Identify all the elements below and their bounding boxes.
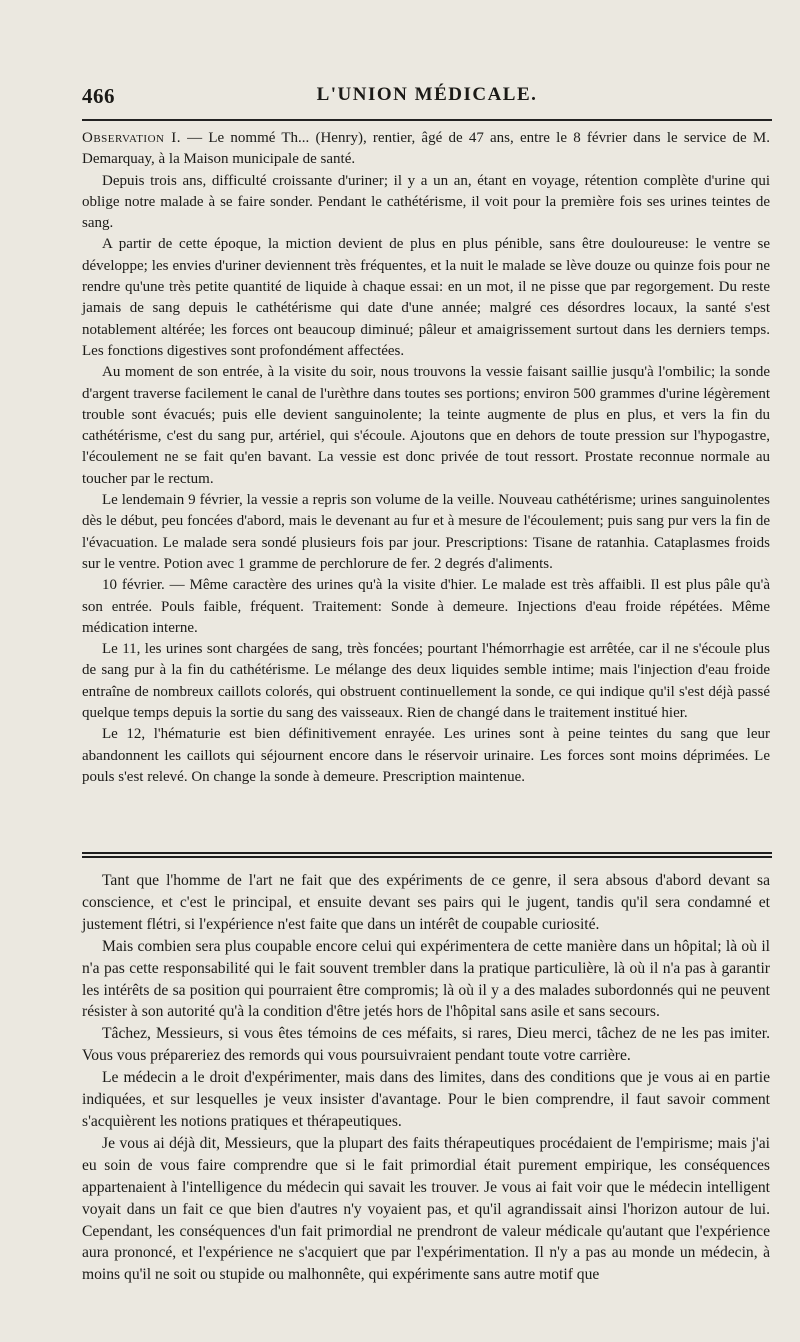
lecture-section: [82, 870, 770, 1286]
observation-paragraph: Au moment de son entrée, à la visite du soir, nous trouvons la vessie faisant saillie jusqu'à l'ombilic; la sonde d'argent traverse facilement le canal de l'urèthre dans toutes ses portions; environ 500 grammes d'urine légèrement trouble sont évacués; puis elle devient sanguinolente; la teinte augmente de plus en plus, et vers la fin du cathétérisme, c'est du sang pur, artériel, qui s'écoule. Ajoutons que en dehors de toute pression sur l'hypogastre, l'écoulement ne se fait qu'en bavant. La vessie est donc privée de tout ressort. Prostate reconnue normale au toucher par le rectum.: [82, 364, 770, 487]
header-rule: [82, 119, 772, 121]
lecture-paragraph: Mais combien sera plus coupable encore celui qui expérimentera de cette manière dans un hôpital; là où il n'a pas cette responsabilité qui le fait souvent trembler dans la pratique particulière, là où il n'a pas à garantir les intérêts de sa position qui pourraient être compromis; là où il y a des malades subordonnés qui ne peuvent résister à son autorité qu'à la condition d'être jetés hors de l'hôpital sans asile et sans secours.: [82, 937, 770, 1021]
journal-title: L'UNION MÉDICALE.: [316, 84, 538, 105]
observation-lead: — Le nommé Th... (Henry), rentier, âgé de 47 ans, entre le 8 février dans le service de M. Demarquay, à la Maison municipale de santé.: [82, 130, 771, 168]
observation-paragraph: Le 12, l'hématurie est bien définitivement enrayée. Les urines sont à peine teintes du sang que leur abandonnent les caillots qui séjournent encore dans le réservoir urinaire. Les forces sont moins déprimées. Le pouls s'est relevé. On change la sonde à demeure. Prescription maintenue.: [82, 726, 770, 785]
observation-paragraph: 10 février. — Même caractère des urines qu'à la visite d'hier. Le malade est très affaibli. Il est plus pâle qu'à son entrée. Pouls faible, fréquent. Traitement: Sonde à demeure. Injections d'eau froide répétées. Même médication interne.: [82, 577, 770, 636]
lecture-paragraph: Tant que l'homme de l'art ne fait que des expériments de ce genre, il sera absous d'abord devant sa conscience, et c'est le principal, et ensuite devant ses pairs qui le jugent, tandis qu'il sera condamné et justement flétri, si l'expérience n'est faite que dans un intérêt de coupable curiosité.: [82, 872, 770, 933]
observation-paragraph: Le lendemain 9 février, la vessie a repris son volume de la veille. Nouveau cathétérisme; urines sanguinolentes dès le début, peu foncées d'abord, mais le devenant au fur et à mesure de l'écoulement; puis sang pur vers la fin de l'évacuation. Le malade sera sondé plusieurs fois par jour. Prescriptions: Tisane de ratanhia. Cataplasmes froids sur le ventre. Potion avec 1 gramme de perchlorure de fer. 2 degrés d'aliments.: [82, 492, 770, 572]
observation-section: [82, 128, 770, 788]
lecture-paragraph: Tâchez, Messieurs, si vous êtes témoins de ces méfaits, si rares, Dieu merci, tâchez de ne les pas imiter. Vous vous prépareriez des remords qui vous poursuivraient pendant toute votre carrière.: [82, 1025, 770, 1065]
observation-paragraph: Depuis trois ans, difficulté croissante d'uriner; il y a un an, étant en voyage, rétention complète d'urine qui oblige notre malade à se faire sonder. Pendant le cathétérisme, il voit pour la première fois ses urines teintes de sang.: [82, 172, 770, 232]
observation-paragraph: Le 11, les urines sont chargées de sang, très foncées; pourtant l'hémorrhagie est arrêtée, car il ne s'écoule plus de sang pur à la fin du cathétérisme. Le mélange des deux liquides semble intime; mais l'injection d'eau froide entraîne de nombreux caillots colorés, qui obstruent continuellement la sonde, ce qui indique qu'il s'est déjà passé quelque temps depuis la sortie du sang des vaisseaux. Rien de changé dans le traitement institué hier.: [82, 641, 770, 722]
observation-paragraph: A partir de cette époque, la miction devient de plus en plus pénible, sans être douloureuse: le ventre se développe; les envies d'uriner deviennent très fréquentes, et la nuit le malade se lève douze ou quinze fois pour ne rendre qu'une très petite quantité de liquide à chaque essai: en un mot, il ne pisse que par regorgement. Du reste jamais de sang depuis le cathétérisme qui date d'une année; malgré ces désordres locaux, la santé s'est notablement altérée; les forces ont beaucoup diminué; pâleur et amaigrissement surtout dans les derniers temps. Les fonctions digestives sont profondément affectées.: [82, 236, 770, 359]
lecture-paragraph: Je vous ai déjà dit, Messieurs, que la plupart des faits thérapeutiques procédaient de l'empirisme; mais j'ai eu soin de vous faire comprendre que si le fait primordial était purement empirique, les conséquences appartenaient à l'intelligence du médecin qui savait les trouver. Je vous ai fait voir que le médecin intelligent voyait dans un fait ce que bien d'autres n'y voyaient pas, et qu'il agrandissait ainsi l'horizon autour de lui. Cependant, les conséquences d'un fait primordial ne prendront de valeur médicale qu'autant que l'expérience aura prononcé, et l'expérience ne s'acquiert que par l'expérimentation. Il n'y a pas au monde un médecin, à moins qu'il ne soit ou stupide ou malhonnête, qui expérimente sans autre motif que: [82, 1134, 770, 1284]
section-divider: [82, 852, 772, 858]
observation-label: Observation I.: [82, 130, 181, 146]
lecture-paragraph: Le médecin a le droit d'expérimenter, mais dans des limites, dans des conditions que je vous ai en partie indiquées, et sur lesquelles je veux insister d'avantage. Pour le bien comprendre, il faut savoir comment s'acquièrent les notions pratiques et thérapeutiques.: [82, 1069, 770, 1130]
page-header: [82, 84, 772, 114]
page-number: 466: [82, 84, 115, 108]
observation-intro: [82, 128, 770, 171]
